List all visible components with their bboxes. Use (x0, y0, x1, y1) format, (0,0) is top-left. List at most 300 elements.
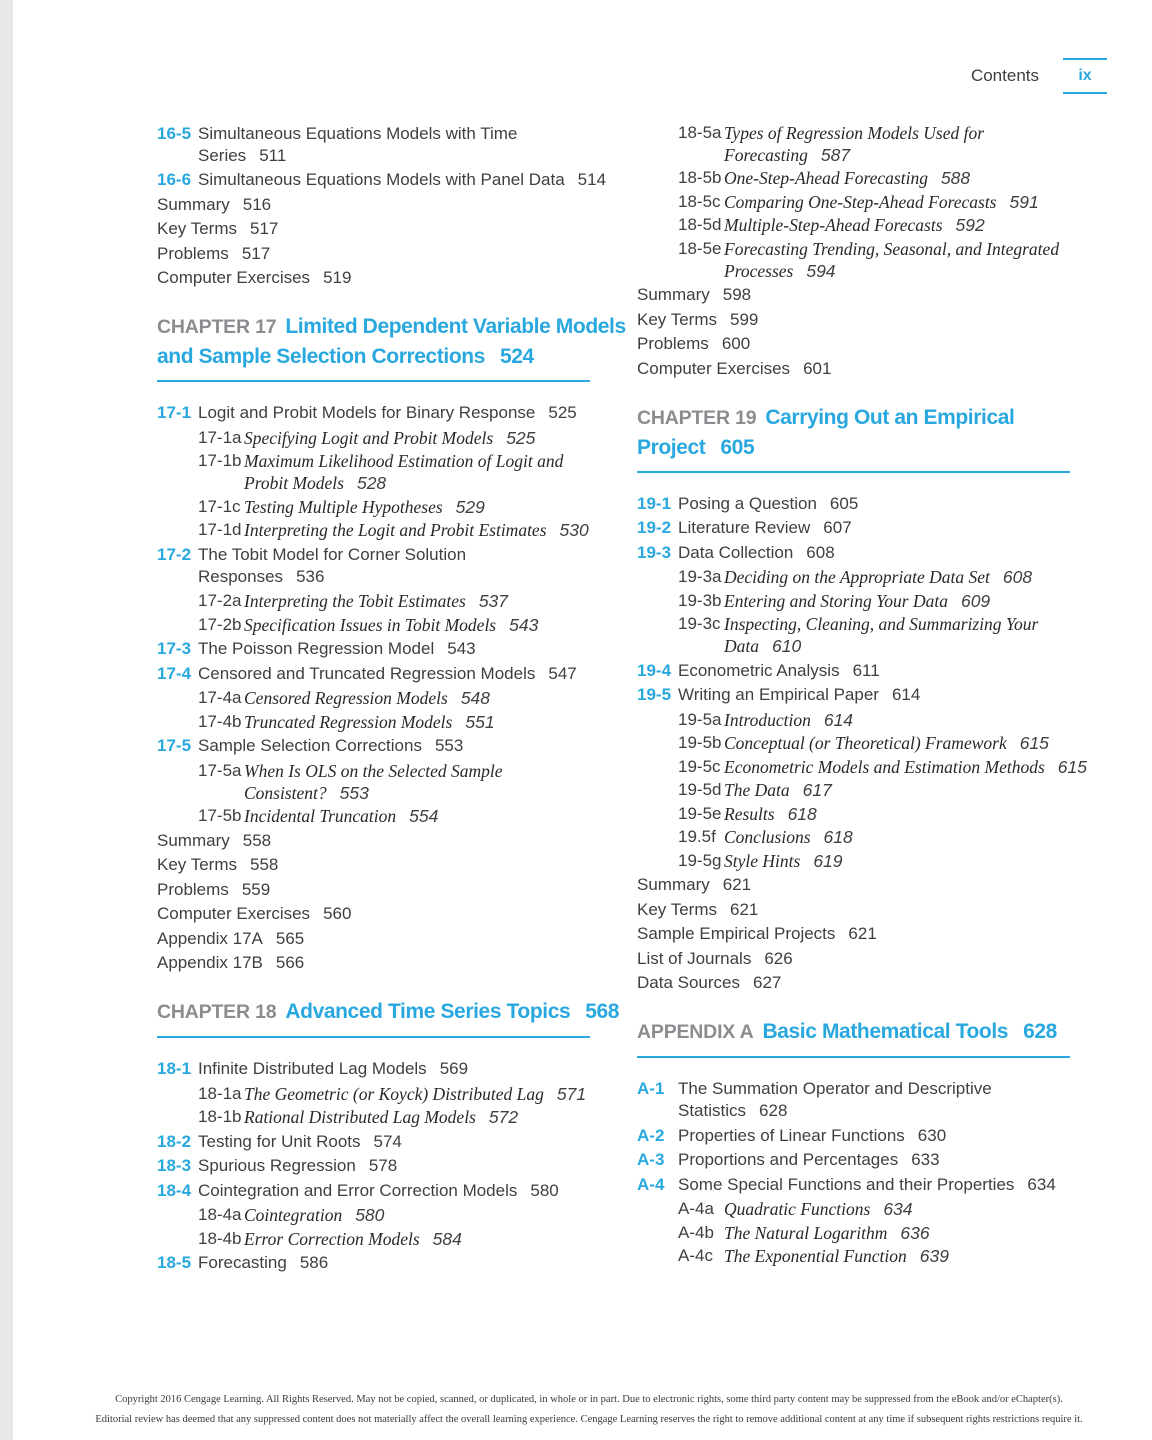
toc-section-entry (637, 1174, 1102, 1196)
page-number: 558 (242, 830, 272, 850)
entry-line (244, 614, 622, 636)
toc-subsection-entry (637, 756, 1102, 778)
page-number: 574 (373, 1131, 402, 1151)
entry-number: 19-2 (637, 518, 672, 537)
page-number: 605 (829, 493, 859, 513)
page-number: 634 (1027, 1174, 1056, 1194)
entry-line (244, 1106, 622, 1128)
entry-number: 19-5a (678, 709, 722, 729)
page-number: 566 (275, 953, 305, 972)
entry-number: A-2 (637, 1125, 665, 1145)
toc-entry (637, 358, 1102, 380)
chapter-heading-line (157, 312, 626, 342)
entry-title: Forecasting Trending, Seasonal, and Integrated (724, 238, 1060, 259)
page-number: 529 (455, 496, 485, 517)
entry-title: Deciding on the Appropriate Data Set (724, 567, 990, 587)
entry-title: Problems (157, 243, 229, 263)
entry-line (244, 782, 622, 804)
entry-title: Types of Regression Models Used for (724, 122, 985, 143)
entry-title: Error Correction Models (244, 1228, 420, 1249)
toc-right-column (637, 120, 1102, 1269)
toc-entry (157, 952, 622, 974)
page-number: 580 (530, 1180, 559, 1200)
toc-section-entry (637, 684, 1102, 706)
page-number: 548 (460, 688, 491, 708)
chapter-title: Advanced Time Series Topics (285, 1000, 571, 1023)
toc-subsection-entry (637, 122, 1102, 166)
entry-title: Properties of Linear Functions (678, 1125, 905, 1145)
toc-subsection-entry (637, 803, 1102, 825)
page-number: 636 (900, 1222, 930, 1243)
entry-line (244, 450, 622, 472)
entry-line (678, 493, 1102, 515)
entry-number: A-1 (637, 1079, 665, 1098)
chapter-title: Limited Dependent Variable Models (285, 315, 626, 338)
entry-number: 17-1a (198, 427, 242, 447)
toc-subsection-entry (637, 1245, 1102, 1267)
toc-section-entry (157, 638, 622, 660)
copyright-footer (13, 1390, 1152, 1430)
entry-number: 17-5a (198, 760, 242, 780)
page-number: 569 (439, 1059, 469, 1078)
entry-title: Rational Distributed Lag Models (244, 1107, 476, 1127)
entry-line (198, 544, 622, 566)
toc-section-entry (157, 123, 622, 167)
page-number: 630 (917, 1125, 947, 1145)
page-number: 587 (820, 144, 851, 165)
entry-line (724, 732, 1102, 754)
page-number: 639 (919, 1246, 949, 1266)
toc-subsection-entry (157, 450, 622, 494)
entry-title: Censored Regression Models (244, 688, 448, 708)
entry-line (724, 826, 1102, 848)
toc-subsection-entry (157, 1083, 622, 1105)
page-number: 547 (548, 663, 577, 683)
entry-line (198, 663, 622, 685)
page-number: 633 (911, 1150, 940, 1169)
toc-subsection-entry (157, 614, 622, 636)
entry-line (724, 260, 1102, 282)
page-number: 594 (806, 260, 836, 281)
entry-title: Literature Review (678, 518, 811, 537)
entry-title: Sample Selection Corrections (198, 736, 422, 755)
entry-number: 17-2a (198, 591, 242, 610)
chapter-title: and Sample Selection Corrections (157, 345, 485, 368)
page-number: 528 (356, 473, 387, 493)
toc-entry (157, 854, 622, 876)
toc-subsection-entry (157, 427, 622, 449)
page-number: 599 (730, 309, 759, 329)
entry-number: 18-1a (198, 1083, 242, 1103)
entry-number: 19-3c (678, 614, 721, 633)
entry-line (198, 1252, 622, 1274)
copyright-line-1: Copyright 2016 Cengage Learning. All Rights Reserved. May not be copied, scanned, or duplicated, in whole or in part. Due to electronic rights, some third party content may be suppressed from the eBook and/or eChapter(s). (115, 1394, 1063, 1405)
toc-subsection-entry (157, 711, 622, 733)
entry-number: 16-5 (157, 123, 192, 143)
page-number: 621 (730, 899, 759, 919)
entry-title: Specifying Logit and Probit Models (244, 427, 494, 448)
entry-number: 19-4 (637, 660, 672, 680)
page-number: 551 (465, 711, 495, 732)
page-number: 514 (577, 170, 607, 189)
entry-title: One-Step-Ahead Forecasting (724, 168, 928, 188)
page-number: 525 (548, 403, 577, 422)
entry-title: Logit and Probit Models for Binary Response (198, 403, 536, 422)
page-number: 571 (556, 1083, 587, 1104)
entry-title: The Natural Logarithm (724, 1222, 888, 1243)
toc-subsection-entry (157, 590, 622, 612)
page-number: 553 (339, 782, 369, 803)
page-number: 619 (813, 850, 843, 871)
entry-title: Writing an Empirical Paper (678, 685, 879, 704)
toc-subsection-entry (637, 590, 1102, 612)
entry-title: Inspecting, Cleaning, and Summarizing Your (724, 614, 1039, 634)
entry-title: Computer Exercises (637, 358, 791, 378)
entry-line (244, 1204, 622, 1226)
chapter-heading-line (157, 997, 620, 1027)
entry-line (724, 635, 1102, 657)
entry-number: 18-5b (678, 168, 722, 187)
entry-title: Cointegration (244, 1205, 343, 1225)
entry-line (244, 590, 622, 612)
entry-line (198, 169, 622, 191)
entry-title: Simultaneous Equations Models with Panel Data (198, 170, 565, 189)
entry-line (198, 735, 622, 757)
entry-line (678, 1174, 1102, 1196)
page-number: 591 (1009, 191, 1039, 212)
entry-number: 19.5f (678, 827, 716, 846)
page-number: 543 (509, 614, 539, 635)
entry-number: A-4a (678, 1199, 714, 1218)
toc-entry (157, 879, 622, 901)
entry-title: Quadratic Functions (724, 1199, 871, 1219)
toc-entry (637, 923, 1102, 945)
entry-title: Introduction (724, 709, 811, 730)
page-number: 578 (368, 1156, 398, 1175)
entry-title: Forecasting (724, 144, 808, 165)
entry-line (724, 803, 1102, 825)
toc-subsection-entry (637, 850, 1102, 872)
toc-section-entry (157, 1180, 622, 1202)
entry-number: 18-4b (198, 1228, 242, 1248)
entry-number: 19-5 (637, 685, 672, 704)
toc-section-entry (157, 402, 622, 424)
entry-number: A-4 (637, 1174, 665, 1194)
toc-subsection-entry (637, 238, 1102, 282)
chapter-heading-line (637, 433, 1070, 462)
toc-left-column (157, 120, 626, 1277)
page-number: 553 (434, 736, 464, 755)
chapter-page-number: 605 (720, 435, 755, 459)
toc-subsection-entry (157, 805, 622, 827)
entry-line (244, 427, 622, 449)
chapter-label: APPENDIX A (637, 1021, 754, 1043)
page-number: 525 (506, 427, 536, 448)
entry-line (724, 167, 1102, 189)
entry-title: Summary (637, 875, 710, 894)
entry-title: Key Terms (637, 309, 717, 329)
entry-title: Multiple-Step-Ahead Forecasts (724, 215, 943, 235)
entry-line (678, 517, 1102, 539)
entry-title: Censored and Truncated Regression Models (198, 663, 536, 683)
entry-number: 17-4b (198, 711, 242, 731)
page-number: 517 (250, 219, 279, 238)
entry-title: The Summation Operator and Descriptive (678, 1079, 992, 1098)
toc-section-entry (637, 660, 1102, 682)
entry-title: Key Terms (157, 219, 237, 238)
page-number: 621 (848, 924, 877, 943)
entry-title: Entering and Storing Your Data (724, 590, 948, 611)
entry-title: Responses (198, 566, 284, 586)
toc-entry (637, 309, 1102, 331)
chapter-heading-line (157, 342, 590, 371)
page-number: 586 (299, 1253, 329, 1272)
entry-number: 18-5a (678, 122, 722, 142)
entry-title: Specification Issues in Tobit Models (244, 614, 497, 635)
page-number: 628 (759, 1101, 788, 1120)
entry-number: 18-5e (678, 238, 722, 258)
toc-entry (157, 830, 622, 852)
entry-number: 18-1 (157, 1059, 192, 1078)
toc-entry (637, 972, 1102, 994)
entry-title: Computer Exercises (157, 904, 311, 923)
entry-number: 19-3a (678, 567, 722, 586)
running-head-title: Contents (970, 66, 1039, 85)
page-number: 592 (955, 215, 985, 235)
entry-number: 19-5b (678, 733, 722, 752)
entry-line (724, 709, 1102, 731)
entry-line (198, 1131, 622, 1153)
entry-number: 18-4 (157, 1180, 192, 1200)
page-number: 517 (241, 243, 271, 263)
entry-title: Some Special Functions and their Properties (678, 1174, 1015, 1194)
page-number: 627 (753, 973, 782, 992)
entry-title: The Geometric (or Koyck) Distributed Lag (244, 1083, 544, 1104)
entry-title: Appendix 17B (157, 953, 263, 972)
toc-subsection-entry (637, 167, 1102, 189)
page-number: 617 (802, 780, 832, 800)
page-number-badge: ix (1063, 58, 1107, 94)
entry-number: 17-2 (157, 544, 192, 564)
entry-title: Testing Multiple Hypotheses (244, 496, 443, 517)
entry-title: Computer Exercises (157, 268, 311, 287)
entry-number: A-3 (637, 1150, 665, 1169)
toc-subsection-entry (637, 191, 1102, 213)
toc-subsection-entry (157, 687, 622, 709)
page-number: 537 (478, 591, 509, 611)
entry-number: 19-5g (678, 850, 722, 870)
entry-number: 17-2b (198, 614, 242, 634)
entry-number: 17-4a (198, 688, 242, 707)
entry-title: When Is OLS on the Selected Sample (244, 760, 503, 781)
toc-entry (157, 267, 622, 289)
entry-line (724, 613, 1102, 635)
entry-number: 17-1c (198, 496, 241, 516)
toc-entry (157, 194, 622, 216)
entry-title: Consistent? (244, 782, 327, 803)
entry-title: Style Hints (724, 850, 801, 871)
page-number: 615 (1019, 733, 1049, 753)
toc-section-entry (157, 1252, 622, 1274)
page-number: 554 (409, 806, 439, 826)
chapter-title: Project (637, 435, 706, 459)
toc-subsection-entry (157, 1204, 622, 1226)
entry-line (244, 760, 622, 782)
entry-line (244, 1228, 622, 1250)
toc-entry (637, 874, 1102, 896)
entry-number: A-4b (678, 1222, 714, 1242)
entry-number: 19-3 (637, 542, 672, 562)
entry-line (198, 566, 622, 588)
entry-line (724, 191, 1102, 213)
page-number: 601 (803, 358, 832, 378)
page-number: 621 (722, 875, 752, 894)
entry-title: Results (724, 803, 775, 824)
toc-entry (157, 218, 622, 240)
toc-subsection-entry (637, 1222, 1102, 1244)
entry-number: 17-5 (157, 736, 192, 755)
entry-number: 18-4a (198, 1205, 242, 1224)
entry-number: 18-5d (678, 215, 722, 234)
page-number: 614 (823, 709, 854, 730)
entry-number: 19-3b (678, 590, 722, 610)
entry-line (678, 1078, 1102, 1100)
entry-line (724, 756, 1102, 778)
page-number: 626 (764, 948, 793, 968)
entry-number: 19-1 (637, 493, 672, 513)
toc-section-entry (157, 663, 622, 685)
toc-section-entry (157, 1131, 622, 1153)
entry-number: 17-1d (198, 520, 242, 539)
running-header (971, 58, 1107, 94)
page-number: 516 (242, 194, 272, 214)
chapter-heading (157, 312, 626, 382)
entry-title: Statistics (678, 1101, 747, 1120)
entry-number: 19-5d (678, 780, 722, 799)
chapter-page-number: 628 (1023, 1020, 1057, 1043)
entry-line (724, 1245, 1102, 1267)
page-number: 565 (275, 928, 305, 948)
entry-title: Cointegration and Error Correction Models (198, 1180, 518, 1200)
toc-section-entry (637, 1149, 1102, 1171)
chapter-heading (157, 997, 620, 1038)
entry-title: Problems (157, 879, 229, 899)
chapter-label: CHAPTER 19 (637, 406, 757, 429)
page-number: 609 (960, 590, 991, 611)
entry-title: Comparing One-Step-Ahead Forecasts (724, 191, 997, 212)
toc-section-entry (157, 544, 622, 588)
entry-title: Sample Empirical Projects (637, 924, 836, 943)
toc-subsection-entry (637, 709, 1102, 731)
page-number: 558 (250, 855, 279, 874)
entry-title: Simultaneous Equations Models with Time (198, 123, 518, 143)
entry-title: Summary (157, 830, 230, 850)
entry-title: The Data (724, 780, 790, 800)
entry-title: Interpreting the Logit and Probit Estimates (244, 520, 547, 540)
entry-title: Econometric Analysis (678, 660, 840, 680)
entry-number: 17-3 (157, 639, 192, 658)
entry-line (678, 542, 1102, 564)
page-number: 598 (722, 285, 752, 304)
chapter-heading (637, 403, 1070, 473)
toc-section-entry (157, 169, 622, 191)
toc-entry (157, 928, 622, 950)
entry-line (724, 850, 1102, 872)
toc-section-entry (637, 517, 1102, 539)
chapter-title: Basic Mathematical Tools (762, 1020, 1009, 1043)
entry-title: Forecasting (198, 1253, 287, 1272)
page-number: 580 (355, 1205, 385, 1225)
page-number: 608 (1002, 567, 1033, 587)
entry-number: 19-5e (678, 803, 722, 823)
entry-line (678, 1125, 1102, 1147)
toc-entry (637, 284, 1102, 306)
page-number: 610 (772, 636, 802, 656)
entry-line (198, 123, 622, 145)
toc-subsection-entry (637, 779, 1102, 801)
page-number: 600 (721, 334, 751, 353)
entry-number: 18-3 (157, 1156, 192, 1175)
copyright-line-2: Editorial review has deemed that any suppressed content does not materially affect the overall learning experience. Cengage Learning reserves the right to remove additional content at any time if subsequent rights restrictions require it. (95, 1414, 1083, 1425)
toc-subsection-entry (157, 1228, 622, 1250)
page-number: 614 (891, 685, 921, 704)
entry-line (244, 496, 622, 518)
entry-title: Posing a Question (678, 493, 817, 513)
entry-line (724, 238, 1102, 260)
toc-entry (637, 333, 1102, 355)
entry-line (244, 805, 622, 827)
toc-entry (157, 903, 622, 925)
entry-number: 16-6 (157, 170, 192, 189)
toc-subsection-entry (157, 496, 622, 518)
entry-line (678, 1100, 1102, 1122)
entry-title: Econometric Models and Estimation Methods (724, 756, 1045, 777)
page-number: 572 (488, 1107, 519, 1127)
entry-title: The Poisson Regression Model (198, 639, 435, 658)
entry-number: 17-4 (157, 663, 192, 683)
entry-title: Data (724, 636, 759, 656)
page-number: 584 (432, 1228, 462, 1249)
page-number: 560 (323, 904, 352, 923)
entry-number: 18-1b (198, 1107, 242, 1126)
chapter-page-number: 568 (585, 1000, 620, 1023)
page-number: 608 (806, 542, 835, 562)
entry-line (724, 590, 1102, 612)
entry-line (724, 779, 1102, 801)
page-number: 543 (447, 639, 476, 658)
entry-number: 17-5b (198, 806, 242, 825)
toc-section-entry (637, 1078, 1102, 1122)
entry-line (198, 145, 622, 167)
entry-line (724, 122, 1102, 144)
page-number: 607 (823, 518, 852, 537)
entry-number: 19-5c (678, 756, 721, 776)
entry-line (198, 1058, 622, 1080)
page-number: 618 (823, 827, 853, 847)
entry-title: Testing for Unit Roots (198, 1131, 361, 1151)
chapter-page-number: 524 (499, 345, 534, 368)
toc-section-entry (157, 1155, 622, 1177)
entry-title: Problems (637, 334, 709, 353)
entry-line (198, 638, 622, 660)
toc-section-entry (637, 542, 1102, 564)
entry-title: Series (198, 145, 247, 165)
entry-title: Processes (724, 260, 794, 281)
toc-subsection-entry (637, 613, 1102, 657)
toc-entry (637, 899, 1102, 921)
page-number: 530 (559, 520, 589, 540)
entry-line (724, 566, 1102, 588)
